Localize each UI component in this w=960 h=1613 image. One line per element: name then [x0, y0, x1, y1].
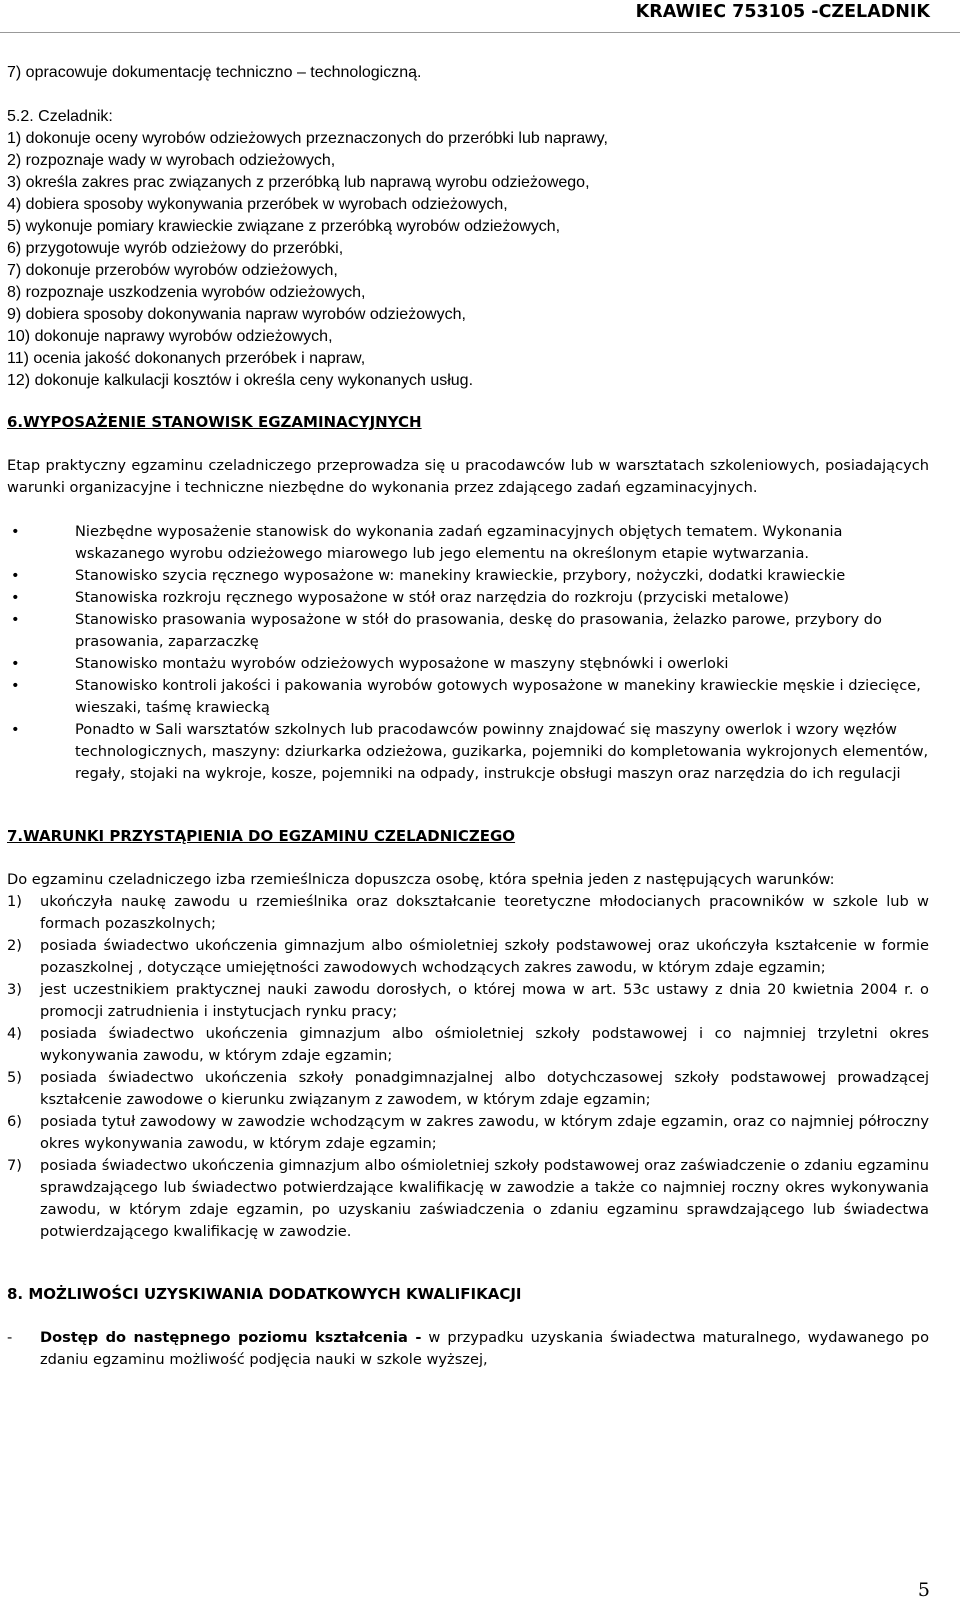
- list-item: [7, 1327, 929, 1371]
- list-item: 1) dokonuje oceny wyrobów odzieżowych przeznaczonych do przeróbki lub naprawy,: [7, 130, 608, 147]
- bullet-icon: •: [11, 721, 20, 738]
- list-item: [7, 891, 929, 935]
- list-item: [7, 719, 929, 785]
- list-item: [7, 1067, 929, 1111]
- bullet-icon: •: [11, 677, 20, 694]
- document-body: [7, 62, 929, 1371]
- list-item: [7, 565, 929, 587]
- page-number: 5: [917, 1579, 930, 1601]
- list-item: [7, 1023, 929, 1067]
- item-text: w przypadku uzyskania świadectwa maturalnego, wydawanego po zdaniu egzaminu możliwość podjęcia nauki w szkole wyższej,: [40, 1329, 929, 1368]
- bullet-text: Ponadto w Sali warsztatów szkolnych lub pracodawców powinny znajdować się maszyny owerlok i wzory węzłów technologicznych, maszyny: dziurkarka odzieżowa, guzikarka, pojemniki do kompletowania wykrojonych elementów, regały, stojaki na wykroje, kosze, pojemniki na odpady, instrukcje obsługi maszyn oraz narzędzia do ich regulacji: [75, 721, 929, 782]
- list-item: 7) dokonuje przerobów wyrobów odzieżowych,: [7, 262, 338, 279]
- list-item: [7, 979, 929, 1023]
- item-text: jest uczestnikiem praktycznej nauki zawodu dorosłych, o której mowa w art. 53c ustawy z dnia 20 kwietnia 2004 r. o promocji zatrudnienia i instytucjach rynku pracy;: [40, 981, 929, 1020]
- bullet-text: Stanowisko kontroli jakości i pakowania wyrobów gotowych wyposażone w manekiny krawieckie męskie i dziecięce, wieszaki, taśmę krawiecką: [75, 677, 921, 716]
- header-divider: [0, 32, 960, 33]
- item-bold-lead: Dostęp do następnego poziomu kształcenia -: [40, 1329, 422, 1346]
- running-header: KRAWIEC 753105 -CZELADNIK: [635, 2, 930, 22]
- list-item: [7, 653, 929, 675]
- list-item: [7, 935, 929, 979]
- item-text: ukończyła naukę zawodu u rzemieślnika oraz dokształcanie teoretyczne młodocianych pracowników w szkole lub w formach pozaszkolnych;: [40, 893, 929, 932]
- item-number: 4): [7, 1025, 22, 1042]
- section-6-bullets: [7, 521, 929, 785]
- list-item: 9) dobiera sposoby dokonywania napraw wyrobów odzieżowych,: [7, 306, 466, 323]
- item-number: 1): [7, 893, 22, 910]
- item-number: 2): [7, 937, 22, 954]
- item-dash: -: [7, 1329, 13, 1346]
- list-item: [7, 1111, 929, 1155]
- bullet-icon: •: [11, 655, 20, 672]
- list-item: 4) dobiera sposoby wykonywania przeróbek w wyrobach odzieżowych,: [7, 196, 508, 213]
- list-item: 10) dokonuje naprawy wyrobów odzieżowych,: [7, 328, 333, 345]
- bullet-icon: •: [11, 523, 20, 540]
- bullet-text: Stanowisko montażu wyrobów odzieżowych wyposażone w maszyny stębnówki i owerloki: [75, 655, 729, 672]
- list-item: 2) rozpoznaje wady w wyrobach odzieżowych,: [7, 152, 336, 169]
- item-text: posiada tytuł zawodowy w zawodzie wchodzącym w zakres zawodu, w którym zdaje egzamin, oraz co najmniej półroczny okres wykonywania zawodu, w którym zdaje egzamin;: [40, 1113, 929, 1152]
- list-item: 3) określa zakres prac związanych z przeróbką lub naprawą wyrobu odzieżowego,: [7, 174, 590, 191]
- list-item: 6) przygotowuje wyrób odzieżowy do przeróbki,: [7, 240, 344, 257]
- item-text: posiada świadectwo ukończenia gimnazjum albo ośmioletniej szkoły podstawowej oraz zaświadczenie o zdaniu egzaminu sprawdzającego lub świadectwo potwierdzające kwalifikację w zawodzie a także co najmniej roczny okres wykonywania zawodu, w którym zdaje egzamin, po uzyskaniu zaświadczenia o zdaniu egzaminu sprawdzającego lub świadectwa potwierdzającego kwalifikację w zawodzie.: [40, 1157, 929, 1240]
- section-5-2-list: [7, 128, 929, 392]
- list-item: 11) ocenia jakość dokonanych przeróbek i napraw,: [7, 350, 366, 367]
- item-text: posiada świadectwo ukończenia szkoły ponadgimnazjalnej albo dotychczasowej szkoły podstawowej prowadzącej kształcenie zawodowe o kierunku związanym z zawodem, w którym zdaje egzamin;: [40, 1069, 929, 1108]
- list-item: 5) wykonuje pomiary krawieckie związane z przeróbką wyrobów odzieżowych,: [7, 218, 561, 235]
- section-7-intro: Do egzaminu czeladniczego izba rzemieślnicza dopuszcza osobę, która spełnia jeden z następujących warunków:: [7, 871, 835, 888]
- item-number: 7): [7, 1157, 22, 1174]
- bullet-icon: •: [11, 611, 20, 628]
- bullet-text: Stanowiska rozkroju ręcznego wyposażone w stół oraz narzędzia do rozkroju (przyciski metalowe): [75, 589, 790, 606]
- list-item: [7, 521, 929, 565]
- bullet-text: Stanowisko prasowania wyposażone w stół do prasowania, deskę do prasowania, żelazko parowe, przybory do prasowania, zaparzaczkę: [75, 611, 882, 650]
- list-item: 8) rozpoznaje uszkodzenia wyrobów odzieżowych,: [7, 284, 366, 301]
- section-6-paragraph: Etap praktyczny egzaminu czeladniczego przeprowadza się u pracodawców lub w warsztatach szkoleniowych, posiadających warunki organizacyjne i techniczne niezbędne do wykonania przez zdającego zadań egzaminacyjnych.: [7, 457, 929, 496]
- list-item: [7, 609, 929, 653]
- list-item: [7, 675, 929, 719]
- list-item: [7, 1155, 929, 1243]
- section-8-heading: 8. MOŻLIWOŚCI UZYSKIWANIA DODATKOWYCH KWALIFIKACJI: [7, 1285, 522, 1303]
- bullet-icon: •: [11, 567, 20, 584]
- intro-line: 7) opracowuje dokumentację techniczno – technologiczną.: [7, 64, 422, 81]
- section-7-list: [7, 891, 929, 1243]
- item-number: 3): [7, 981, 22, 998]
- section-5-2-title: 5.2. Czeladnik:: [7, 108, 113, 125]
- item-number: 6): [7, 1113, 22, 1130]
- list-item: 12) dokonuje kalkulacji kosztów i określa ceny wykonanych usług.: [7, 372, 474, 389]
- item-number: 5): [7, 1069, 22, 1086]
- item-text: posiada świadectwo ukończenia gimnazjum albo ośmioletniej szkoły podstawowej oraz ukończyła kształcenie w formie pozaszkolnej , dotyczące umiejętności zawodowych wchodzących zakres zawodu, w którym zdaje egzamin;: [40, 937, 929, 976]
- section-6-heading: 6.WYPOSAŻENIE STANOWISK EGZAMINACYJNYCH: [7, 413, 422, 431]
- bullet-text: Niezbędne wyposażenie stanowisk do wykonania zadań egzaminacyjnych objętych tematem. Wykonania wskazanego wyrobu odzieżowego miarowego lub jego elementu na określonym etapie wytwarzania.: [75, 523, 843, 562]
- list-item: [7, 587, 929, 609]
- bullet-text: Stanowisko szycia ręcznego wyposażone w: manekiny krawieckie, przybory, nożyczki, dodatki krawieckie: [75, 567, 846, 584]
- section-7-heading: 7.WARUNKI PRZYSTĄPIENIA DO EGZAMINU CZELADNICZEGO: [7, 827, 516, 845]
- bullet-icon: •: [11, 589, 20, 606]
- item-text: posiada świadectwo ukończenia gimnazjum albo ośmioletniej szkoły podstawowej i co najmniej trzyletni okres wykonywania zawodu, w którym zdaje egzamin;: [40, 1025, 929, 1064]
